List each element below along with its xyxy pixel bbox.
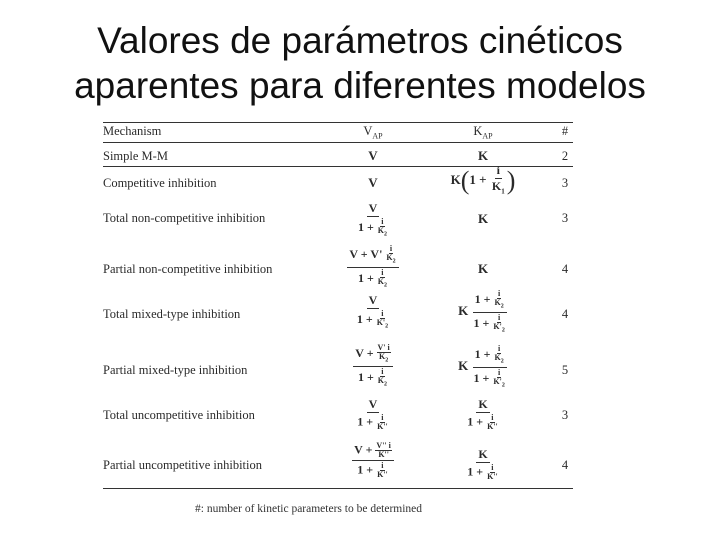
one-symbol: 1: [467, 464, 474, 479]
mini-denominator: K'': [487, 422, 498, 431]
k2prime-sub: 2: [501, 382, 505, 389]
k2-sub: 2: [385, 357, 389, 364]
k2-symbol: K: [377, 226, 385, 235]
fraction-i-k1: [490, 164, 507, 198]
header-k: K: [473, 124, 483, 138]
mini-fraction-i-k2p: [376, 310, 389, 331]
mini-denominator: [493, 354, 504, 366]
k2-sub: 2: [392, 258, 396, 265]
row-total-noncomp-count: 3: [561, 211, 569, 225]
k2-symbol: K: [494, 353, 501, 362]
one-symbol: 1: [469, 172, 476, 188]
row-total-uncomp-v: [338, 398, 408, 431]
fraction-k-mixed: [472, 290, 508, 334]
fraction-v-partial-mixed: [353, 344, 393, 388]
mini-numerator: i: [381, 366, 384, 376]
k2-symbol: K: [377, 276, 385, 286]
header-mechanism: Mechanism: [103, 124, 162, 138]
fraction-numerator: [347, 245, 398, 268]
row-total-mixed-k: [443, 290, 523, 334]
slide-title: [0, 18, 720, 108]
row-mechanism-competitive: Competitive inhibition: [103, 176, 217, 190]
fraction-denominator: [356, 367, 390, 389]
fraction-numerator: V: [368, 397, 378, 411]
mini-fraction-i-kpp: [376, 462, 389, 479]
k2prime-symbol: K': [376, 318, 386, 327]
mini-fraction-i-k2: [377, 368, 388, 389]
row-partial-noncomp-k: K: [477, 261, 489, 276]
k2prime-sub: 2: [501, 327, 505, 334]
fraction-denominator: [465, 413, 501, 431]
mini-denominator: K'': [487, 472, 498, 481]
fraction-v-partial-uncomp: [352, 442, 394, 479]
row-mechanism-partial-mixed: Partial mixed-type inhibition: [103, 363, 248, 377]
fraction-denominator: [465, 463, 501, 481]
v-symbol: V: [354, 442, 363, 457]
plus-symbol: +: [366, 369, 374, 384]
row-partial-uncomp-k: [443, 448, 523, 481]
fraction-k: [465, 448, 501, 481]
mini-numerator: i: [491, 463, 494, 472]
row-competitive-count: 3: [561, 176, 569, 190]
row-partial-noncomp-count: 4: [561, 262, 569, 276]
right-paren: ): [506, 166, 516, 196]
table-top-rule: [103, 122, 573, 123]
row-total-uncomp-count: 3: [561, 408, 569, 422]
fraction-denominator: [356, 217, 390, 239]
mini-fraction-i-k2: [377, 269, 388, 290]
fraction-denominator: [472, 368, 508, 390]
k1-sub: 1: [501, 187, 505, 196]
one-symbol: 1: [467, 414, 474, 429]
fraction-denominator: [356, 268, 390, 290]
one-symbol: 1: [357, 220, 364, 235]
mini-fraction-i-kpp: [486, 414, 499, 431]
header-k-sub: AP: [482, 131, 493, 141]
k2-symbol: K: [377, 375, 385, 385]
mini-fraction-i-kpp: [486, 464, 499, 481]
one-symbol: 1: [473, 315, 480, 330]
fraction-denominator: [355, 461, 391, 479]
mini-numerator: i: [381, 217, 384, 226]
k2-sub: 2: [384, 282, 388, 289]
mini-numerator: i: [491, 413, 494, 422]
row-total-noncomp-v: [338, 202, 408, 239]
plus-symbol: +: [366, 220, 374, 235]
mini-denominator: [378, 353, 389, 365]
mini-fraction-i-k2: [493, 290, 504, 311]
table-footnote: #: number of kinetic parameters to be determined: [195, 503, 423, 515]
row-total-mixed-v: [338, 294, 408, 331]
plus-symbol: +: [366, 270, 374, 285]
k-symbol: K: [458, 358, 469, 374]
k2prime-symbol: K': [493, 321, 502, 331]
mini-denominator: K'': [377, 470, 388, 479]
plus-symbol: +: [479, 172, 487, 188]
row-simple-mm-v: V: [368, 148, 378, 163]
plus-symbol: +: [483, 347, 491, 362]
row-total-mixed-count: 4: [561, 307, 569, 321]
k-symbol: K: [450, 172, 461, 188]
header-rule: [103, 142, 573, 143]
row-mechanism-total-noncompetitive: Total non-competitive inhibition: [103, 211, 266, 225]
mini-denominator: [377, 377, 388, 389]
plus-symbol: +: [365, 312, 373, 327]
plus-symbol: +: [365, 442, 373, 457]
v-symbol: V: [355, 346, 364, 361]
header-v: V: [363, 124, 373, 138]
k2-sub: 2: [384, 381, 388, 388]
mini-denominator: [493, 299, 504, 311]
title-line-2: aparentes para diferentes modelos: [74, 65, 646, 106]
fraction-denominator: [490, 179, 507, 198]
row-simple-mm-k: K: [477, 148, 489, 163]
row-mechanism-simple-mm: Simple M-M: [103, 149, 168, 163]
fraction-numerator: [473, 345, 507, 368]
mini-denominator: K'': [378, 450, 389, 459]
fraction-numerator: V: [368, 293, 378, 307]
plus-symbol: +: [366, 346, 374, 361]
mini-fraction-i-k2p: [492, 314, 505, 335]
fraction-numerator: K: [478, 397, 488, 411]
k2prime-symbol: K': [493, 376, 502, 386]
fraction-numerator: [473, 290, 507, 313]
row-mechanism-partial-noncompetitive: Partial non-competitive inhibition: [103, 262, 273, 276]
row-partial-mixed-v: [338, 344, 408, 388]
fraction-k: [465, 398, 501, 431]
k2-sub: 2: [384, 231, 388, 238]
k2-sub: 2: [500, 303, 504, 310]
fraction-numerator: V: [368, 201, 378, 215]
mini-denominator: [376, 319, 389, 331]
plus-symbol: +: [366, 462, 374, 477]
header-v-ap: [338, 124, 408, 141]
header-v-sub: AP: [372, 131, 383, 141]
fraction-denominator: [355, 413, 391, 431]
plus-symbol: +: [476, 464, 484, 479]
row-mechanism-total-uncompetitive: Total uncompetitive inhibition: [103, 408, 255, 422]
plus-symbol: +: [482, 370, 490, 385]
mini-denominator: [377, 278, 388, 290]
fraction-denominator: [355, 309, 391, 331]
one-symbol: 1: [357, 462, 364, 477]
row-simple-mm-count: 2: [561, 149, 569, 163]
fraction-v: [356, 202, 390, 239]
mini-fraction-i-k2p: [492, 369, 505, 390]
mini-denominator: [377, 227, 388, 239]
v-plus-vprime: V + V': [349, 247, 383, 262]
fraction-v: [355, 294, 391, 331]
mini-numerator: i: [497, 312, 501, 322]
mini-numerator: i: [381, 267, 384, 277]
mini-numerator: i: [381, 461, 384, 470]
mini-numerator: V' i: [377, 343, 390, 352]
table-bottom-rule: [103, 488, 573, 489]
mini-numerator: i: [497, 344, 501, 353]
mini-denominator: K'': [377, 422, 388, 431]
header-k-ap: [443, 124, 523, 141]
row-mechanism-total-mixed: Total mixed-type inhibition: [103, 307, 241, 321]
mini-numerator: V'' i: [376, 441, 391, 450]
mini-denominator: [492, 323, 505, 335]
one-symbol: 1: [357, 270, 364, 285]
k1-symbol: K: [491, 179, 502, 193]
mini-numerator: i: [381, 413, 384, 422]
one-symbol: 1: [474, 347, 481, 362]
row-total-noncomp-k: K: [477, 211, 489, 226]
row-mechanism-partial-uncompetitive: Partial uncompetitive inhibition: [103, 458, 263, 472]
row-partial-uncomp-v: [338, 442, 408, 479]
mini-numerator: i: [381, 309, 384, 318]
row-competitive-k: [438, 164, 528, 198]
row-total-uncomp-k: [443, 398, 523, 431]
k2prime-sub: 2: [385, 323, 389, 330]
plus-symbol: +: [483, 292, 491, 307]
k2-symbol: K: [379, 352, 386, 361]
plus-symbol: +: [476, 414, 484, 429]
one-symbol: 1: [473, 370, 480, 385]
plus-symbol: +: [366, 414, 374, 429]
k2-symbol: K: [386, 253, 393, 262]
k2-symbol: K: [494, 298, 501, 307]
row-partial-mixed-count: 5: [561, 363, 569, 377]
mini-numerator: i: [497, 367, 501, 377]
left-paren: (: [460, 166, 470, 196]
mini-fraction-i-k2: [385, 245, 396, 266]
fraction-numerator: K: [478, 447, 488, 461]
fraction-numerator: [352, 442, 394, 461]
one-symbol: 1: [474, 292, 481, 307]
row-partial-noncomp-v: [335, 245, 411, 289]
mini-fraction-vpp-i-kpp: [375, 442, 391, 459]
row-competitive-v: V: [368, 175, 378, 190]
mini-numerator: i: [497, 289, 501, 298]
one-symbol: 1: [357, 369, 364, 384]
mini-fraction-vprime-i-k2: [377, 344, 391, 365]
title-line-1: Valores de parámetros cinéticos: [97, 20, 623, 61]
header-count: #: [561, 124, 569, 138]
mini-denominator: [385, 254, 396, 266]
one-symbol: 1: [357, 414, 364, 429]
k2-sub: 2: [500, 358, 504, 365]
mini-denominator: [492, 378, 505, 390]
row-partial-uncomp-count: 4: [561, 458, 569, 472]
mini-numerator: i: [389, 244, 393, 253]
plus-symbol: +: [482, 315, 490, 330]
one-symbol: 1: [356, 312, 363, 327]
fraction-v-vprime: [347, 245, 398, 289]
k-symbol: K: [458, 303, 469, 319]
fraction-v: [355, 398, 391, 431]
mini-fraction-i-k2: [493, 345, 504, 366]
fraction-denominator: [472, 313, 508, 335]
fraction-numerator: [353, 344, 393, 367]
mini-fraction-i-k2: [377, 218, 388, 239]
row-partial-mixed-k: [443, 345, 523, 389]
fraction-numerator: i: [496, 163, 500, 177]
mini-fraction-i-kpp: [376, 414, 389, 431]
fraction-k-mixed: [472, 345, 508, 389]
